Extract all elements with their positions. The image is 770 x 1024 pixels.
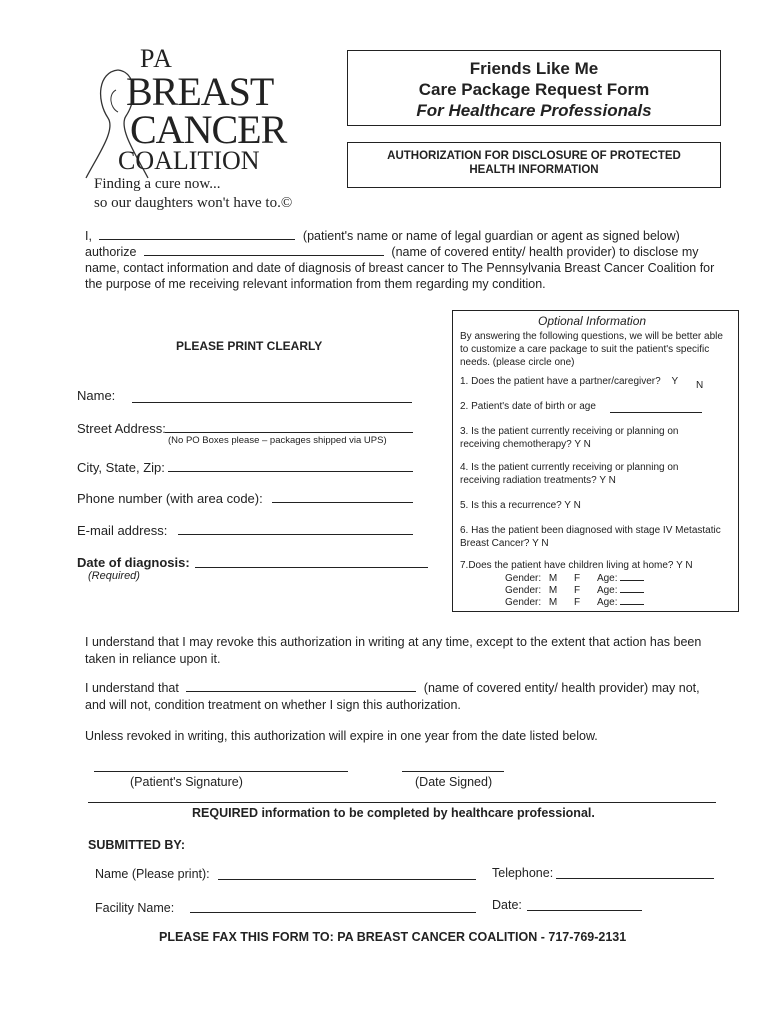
pro-name-field[interactable] [218,879,476,880]
logo-tagline-1: Finding a cure now... [94,176,221,192]
gender-m[interactable]: M [548,597,558,608]
intro-line-3: name, contact information and date of diagnosis of breast cancer to The Pennsylvania Breast Cancer Coalition for [85,261,715,275]
pro-date-field[interactable] [527,910,642,911]
pro-telephone-label: Telephone: [492,866,554,880]
gender-m[interactable]: M [548,585,558,596]
optional-q1-n[interactable]: N [696,380,704,391]
understand-line-1 [85,681,700,695]
intro-line-4: the purpose of me receiving relevant information from them regarding my condition. [85,277,546,291]
date-signed-line[interactable] [402,771,504,772]
diagnosis-required: (Required) [88,570,140,582]
professional-required: REQUIRED information to be completed by healthcare professional. [192,806,595,820]
optional-q1 [460,375,735,388]
child-row-2: Gender: M F Age: [505,585,644,596]
gender-f[interactable]: F [574,573,581,584]
diagnosis-field[interactable] [195,567,428,568]
professional-divider [88,802,716,803]
logo-coalition: COALITION [118,146,260,175]
pro-telephone-field[interactable] [556,878,714,879]
intro-line-2 [85,245,699,259]
logo-breast: BREAST [126,69,274,114]
optional-q7: 7.Does the patient have children living at home? Y N [460,560,693,571]
optional-q5: 5. Is this a recurrence? Y N [460,500,581,511]
optional-q4: 4. Is the patient currently receiving or planning on receiving radiation treatments? Y N [460,462,679,486]
pro-facility-label: Facility Name: [95,901,175,915]
optional-q2: 2. Patient's date of birth or age [460,401,596,412]
understand-line-2: and will not, condition treatment on whether I sign this authorization. [85,698,461,712]
patient-name-blank[interactable] [99,239,295,240]
provider-name-blank[interactable] [144,255,384,256]
phone-field[interactable] [272,502,413,503]
intro-line-1 [85,229,680,243]
auth-box [347,142,721,188]
optional-title: Optional Information [538,314,647,328]
email-label: E-mail address: [77,523,168,538]
optional-q2-field[interactable] [610,412,702,413]
intro-i-tail: (patient's name or name of legal guardian or agent as signed below) [302,229,680,243]
submitted-by-heading: SUBMITTED BY: [88,838,185,852]
expire-statement: Unless revoked in writing, this authorization will expire in one year from the date listed below. [85,729,598,743]
city-field[interactable] [168,471,413,472]
fax-instruction: PLEASE FAX THIS FORM TO: PA BREAST CANCER COALITION - 717-769-2131 [159,930,627,944]
logo-pa: PA [140,44,173,73]
age-field[interactable] [620,580,644,581]
child-row-1: Gender: M F Age: [505,573,644,584]
child-row-3: Gender: M F Age: [505,597,644,608]
revoke-statement: I understand that I may revoke this authorization in writing at any time, except to the extent that action has been taken in reliance upon it. [85,635,702,666]
gender-f[interactable]: F [574,597,581,608]
patient-signature-line[interactable] [94,771,348,772]
understand-text: I understand that [85,681,179,695]
age-field[interactable] [620,592,644,593]
title-line-3: For Healthcare Professionals [416,101,652,120]
date-signed-label: (Date Signed) [415,775,493,789]
phone-label: Phone number (with area code): [77,491,263,506]
age-field[interactable] [620,604,644,605]
covered-entity-blank[interactable] [186,691,416,692]
logo-cancer: CANCER [130,107,287,152]
pro-name-label: Name (Please print): [95,867,210,881]
intro-authorize-tail: (name of covered entity/ health provider) to disclose my [391,245,699,259]
intro-authorize: authorize [85,245,137,259]
pro-facility-field[interactable] [190,912,476,913]
name-label: Name: [77,388,116,403]
title-box [347,50,721,126]
auth-line-1: AUTHORIZATION FOR DISCLOSURE OF PROTECTED [387,150,681,162]
print-clearly-heading: PLEASE PRINT CLEARLY [176,339,323,353]
city-label: City, State, Zip: [77,460,165,475]
gender-f[interactable]: F [574,585,581,596]
optional-q1-y[interactable]: Y [671,376,679,387]
understand-tail: (name of covered entity/ health provider) may not, [423,681,700,695]
diagnosis-label: Date of diagnosis: [77,555,190,570]
email-field[interactable] [178,534,413,535]
intro-i: I, [85,229,92,243]
gender-m[interactable]: M [548,573,558,584]
logo [78,42,338,217]
optional-q3: 3. Is the patient currently receiving or planning on receiving chemotherapy? Y N [460,426,679,450]
street-note: (No PO Boxes please – packages shipped via UPS) [168,435,387,446]
street-label: Street Address: [77,421,166,436]
street-field[interactable] [165,432,413,433]
name-field[interactable] [132,402,412,403]
optional-intro: By answering the following questions, we will be better able to customize a care package to suit the patient's specific needs. (please circle one) [460,331,723,368]
optional-q6: 6. Has the patient been diagnosed with stage IV Metastatic Breast Cancer? Y N [460,525,721,549]
patient-signature-label: (Patient's Signature) [130,775,243,789]
pro-date-label: Date: [492,898,522,912]
title-line-2: Care Package Request Form [418,80,650,99]
auth-line-2: HEALTH INFORMATION [469,164,599,176]
title-line-1: Friends Like Me [469,59,599,78]
optional-q1-text: 1. Does the patient have a partner/caregiver? [460,376,661,387]
logo-tagline-2: so our daughters won't have to.© [94,195,293,211]
